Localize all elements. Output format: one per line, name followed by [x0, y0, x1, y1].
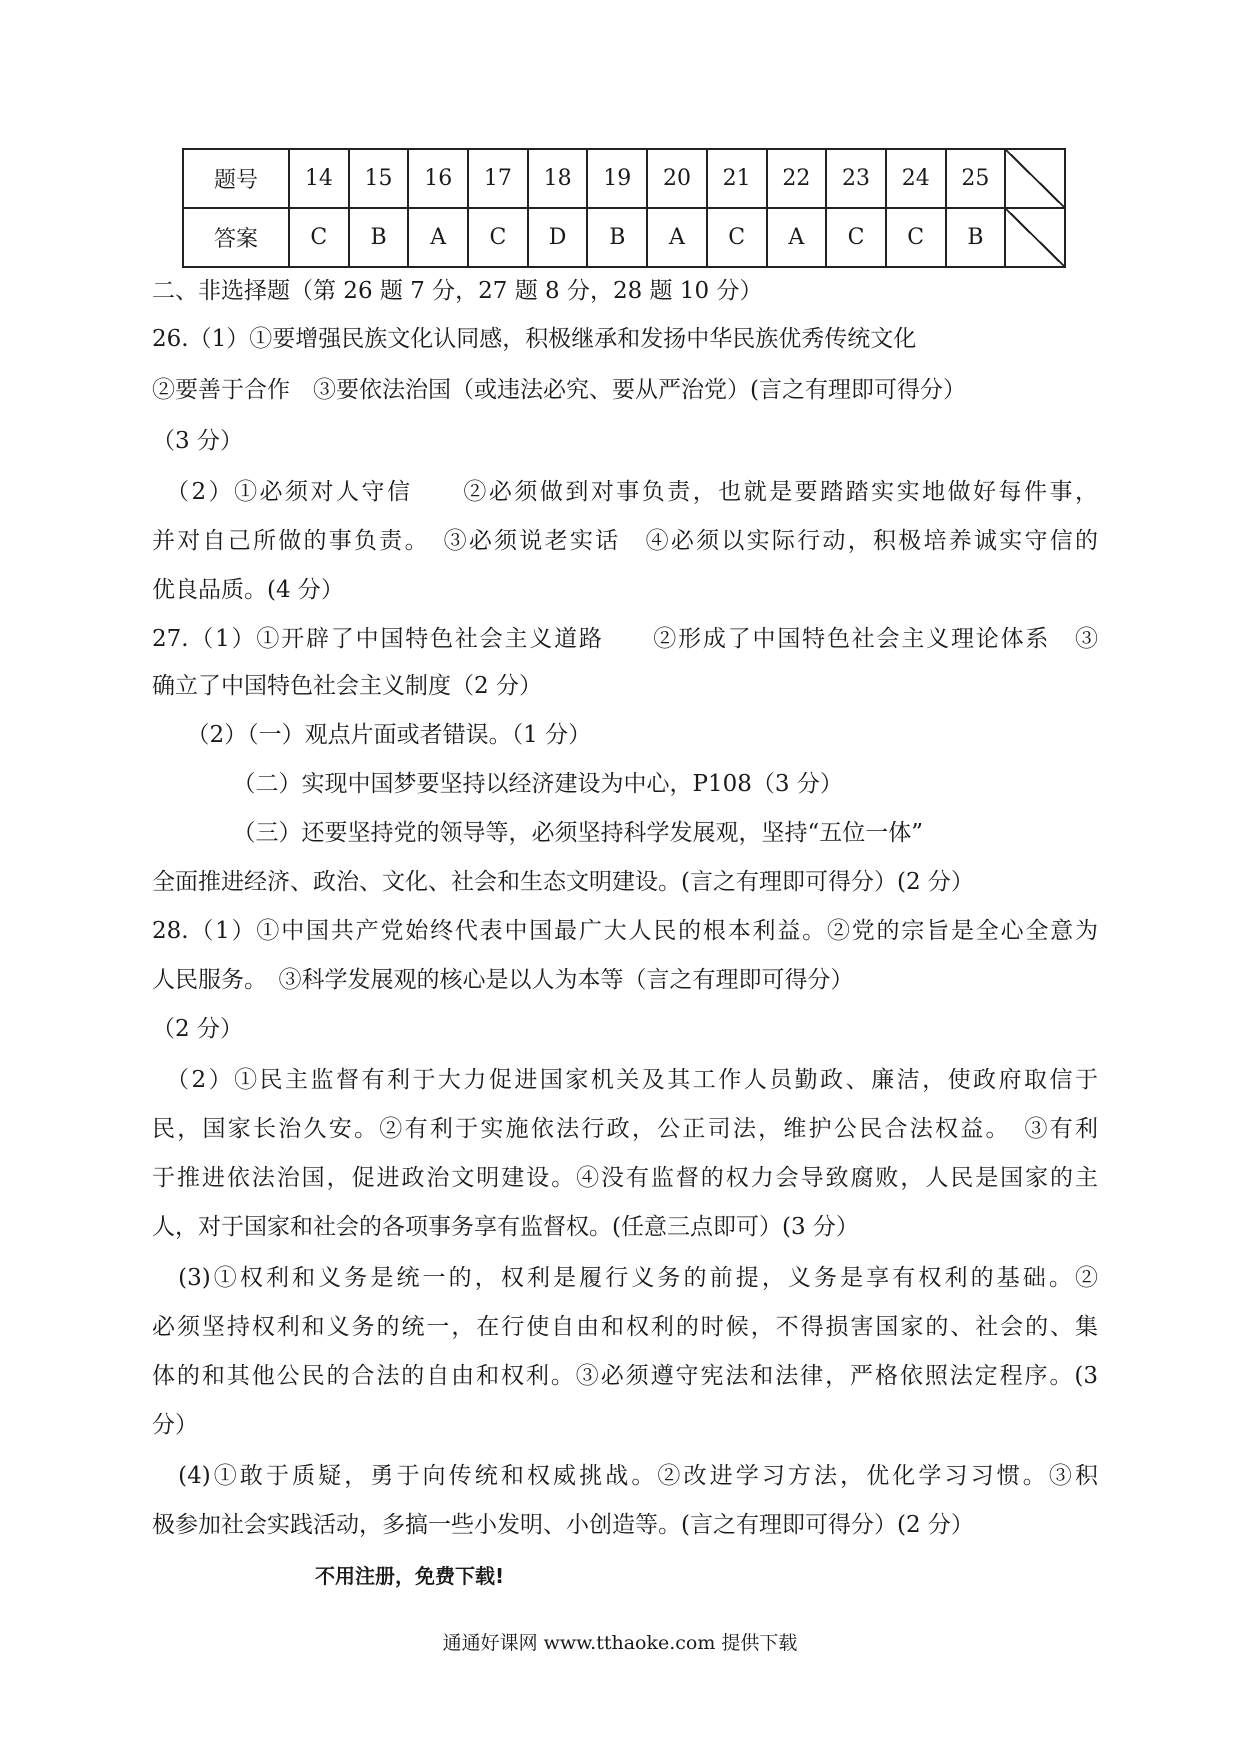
text-line: （二）实现中国梦要坚持以经济建设为中心，P108（3 分）: [152, 771, 843, 797]
answer-cell: C: [468, 208, 528, 267]
section-heading: 二、非选择题（第 26 题 7 分，27 题 8 分，28 题 10 分）: [152, 278, 763, 304]
row-label-number: 题号: [183, 149, 289, 208]
question-number: 14: [289, 149, 349, 208]
question-number: 15: [349, 149, 409, 208]
question-number: 24: [886, 149, 946, 208]
answer-table: [182, 148, 1066, 268]
text-line: 确立了中国特色社会主义制度（2 分）: [152, 673, 542, 699]
answer-row: [183, 208, 1065, 267]
text-line: （2 分）: [152, 1016, 243, 1042]
text-line: 必须坚持权利和义务的统一，在行使自由和权利的时候，不得损害国家的、社会的、集: [152, 1314, 1098, 1340]
answer-cell: A: [647, 208, 707, 267]
text-line: (3)①权利和义务是统一的，权利是履行义务的前提，义务是享有权利的基础。②: [152, 1265, 1098, 1291]
question-number: 17: [468, 149, 528, 208]
question-number: 22: [767, 149, 827, 208]
number-row: [183, 149, 1065, 208]
footer-text: 通通好课网 www.tthaoke.com 提供下载: [442, 1632, 798, 1654]
answer-cell: C: [886, 208, 946, 267]
answer-cell: B: [946, 208, 1006, 267]
text-line: 人，对于国家和社会的各项事务享有监督权。(任意三点即可）(3 分）: [152, 1214, 859, 1240]
question-number: 16: [408, 149, 468, 208]
answer-cell: D: [528, 208, 588, 267]
text-line: 26.（1）①要增强民族文化认同感，积极继承和发扬中华民族优秀传统文化: [152, 326, 917, 352]
text-line: 并对自己所做的事负责。 ③必须说老实话 ④必须以实际行动，积极培养诚实守信的: [152, 528, 1098, 554]
text-line: 人民服务。 ③科学发展观的核心是以人为本等（言之有理即可得分）: [152, 967, 854, 993]
text-line: (4)①敢于质疑，勇于向传统和权威挑战。②改进学习方法，优化学习习惯。③积: [152, 1463, 1098, 1489]
text-line: （2）（一）观点片面或者错误。（1 分）: [152, 722, 592, 748]
question-number: 20: [647, 149, 707, 208]
question-number: 19: [587, 149, 647, 208]
text-line: （三）还要坚持党的领导等，必须坚持科学发展观，坚持“五位一体”: [152, 820, 924, 846]
text-line: 全面推进经济、政治、文化、社会和生态文明建设。(言之有理即可得分）(2 分）: [152, 869, 974, 895]
text-line: 27.（1）①开辟了中国特色社会主义道路 ②形成了中国特色社会主义理论体系 ③: [152, 626, 1098, 652]
question-number: 23: [826, 149, 886, 208]
answer-cell: B: [587, 208, 647, 267]
text-line: 于推进依法治国，促进政治文明建设。④没有监督的权力会导致腐败，人民是国家的主: [152, 1165, 1098, 1191]
text-line: 分）: [152, 1412, 198, 1438]
answer-cell: A: [767, 208, 827, 267]
question-number: 18: [528, 149, 588, 208]
text-line: 优良品质。(4 分）: [152, 577, 344, 603]
answer-cell: B: [349, 208, 409, 267]
text-line: 民，国家长治久安。②有利于实施依法行政，公正司法，维护公民合法权益。 ③有利: [152, 1116, 1098, 1142]
answer-cell: C: [826, 208, 886, 267]
empty-slash-cell: [1005, 208, 1065, 267]
answer-cell: C: [289, 208, 349, 267]
text-line: 28.（1）①中国共产党始终代表中国最广大人民的根本利益。②党的宗旨是全心全意为: [152, 918, 1098, 944]
text-line: （2）①必须对人守信 ②必须做到对事负责，也就是要踏踏实实地做好每件事，: [152, 479, 1098, 505]
text-line: （2）①民主监督有利于大力促进国家机关及其工作人员勤政、廉洁，使政府取信于: [152, 1067, 1098, 1093]
text-line: 极参加社会实践活动，多搞一些小发明、小创造等。(言之有理即可得分）(2 分）: [152, 1512, 974, 1538]
empty-slash-cell: [1005, 149, 1065, 208]
question-number: 25: [946, 149, 1006, 208]
row-label-answer: 答案: [183, 208, 289, 267]
promo-text: 不用注册，免费下载!: [315, 1564, 505, 1588]
answer-cell: A: [408, 208, 468, 267]
text-line: ②要善于合作 ③要依法治国（或违法必究、要从严治党）(言之有理即可得分）: [152, 377, 966, 403]
text-line: （3 分）: [152, 428, 243, 454]
text-line: 体的和其他公民的合法的自由和权利。③必须遵守宪法和法律，严格依照法定程序。(3: [152, 1363, 1098, 1389]
question-number: 21: [707, 149, 767, 208]
answer-cell: C: [707, 208, 767, 267]
